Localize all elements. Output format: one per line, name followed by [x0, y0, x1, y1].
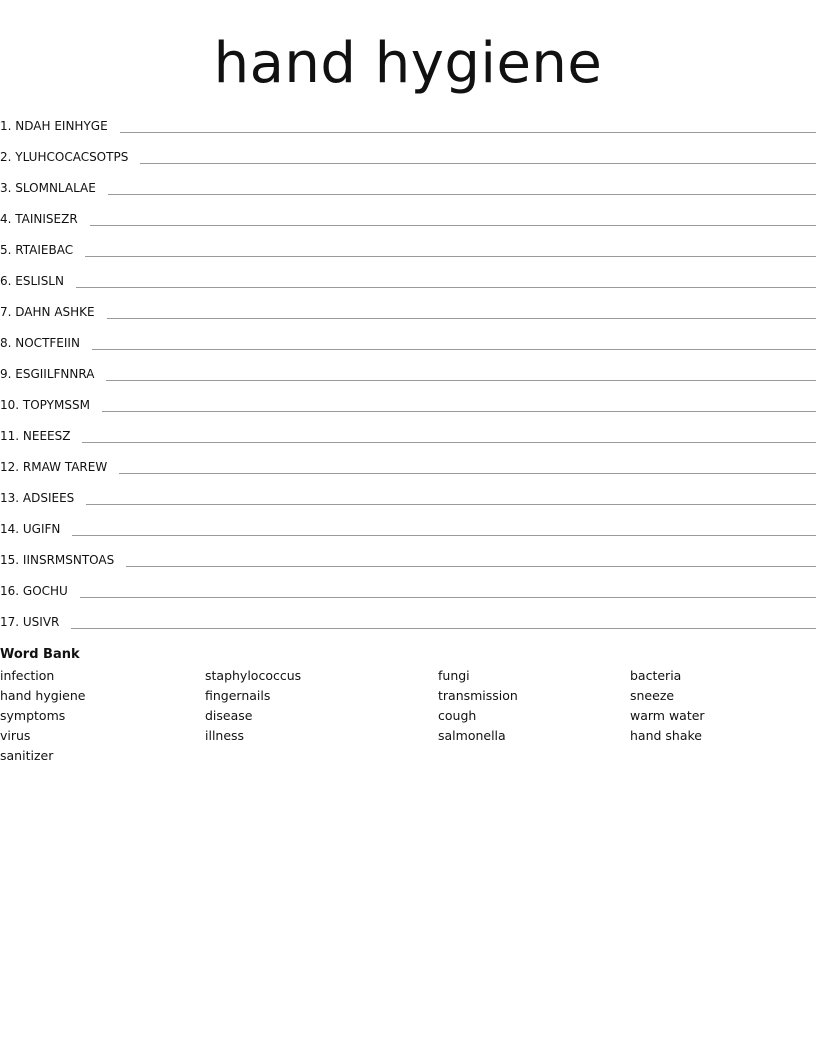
scramble-row — [0, 230, 816, 261]
word-bank — [0, 646, 816, 766]
scrambled-word: 11. NEEESZ — [0, 429, 71, 443]
scramble-row — [0, 385, 816, 416]
scrambled-word: 10. TOPYMSSM — [0, 398, 90, 412]
scramble-row — [0, 354, 816, 385]
scramble-row — [0, 106, 816, 137]
answer-field[interactable] — [107, 317, 816, 319]
word-bank-item: warm water — [630, 708, 705, 723]
scramble-row — [0, 509, 816, 540]
word-bank-item: fungi — [438, 668, 470, 683]
scramble-row — [0, 168, 816, 199]
word-bank-item: sneeze — [630, 688, 675, 703]
answer-field[interactable] — [120, 131, 816, 133]
answer-field[interactable] — [106, 379, 816, 381]
word-bank-item: disease — [205, 708, 253, 723]
word-bank-item: bacteria — [630, 668, 682, 683]
word-bank-title: Word Bank — [0, 647, 80, 662]
scramble-row — [0, 571, 816, 602]
scrambled-word: 8. NOCTFEIIN — [0, 336, 80, 350]
scrambled-word: 4. TAINISEZR — [0, 212, 78, 226]
scrambled-word: 1. NDAH EINHYGE — [0, 119, 108, 133]
scrambled-word: 13. ADSIEES — [0, 491, 75, 505]
word-bank-grid — [0, 666, 816, 766]
word-bank-item: hand hygiene — [0, 688, 86, 703]
answer-field[interactable] — [80, 596, 816, 598]
word-bank-item: staphylococcus — [205, 668, 302, 683]
scramble-row — [0, 323, 816, 354]
scrambled-word: 16. GOCHU — [0, 584, 68, 598]
scrambled-word: 17. USIVR — [0, 615, 60, 629]
word-bank-item: symptoms — [0, 708, 66, 723]
answer-field[interactable] — [92, 348, 816, 350]
answer-field[interactable] — [140, 162, 816, 164]
word-bank-item: cough — [438, 708, 477, 723]
word-bank-item: hand shake — [630, 728, 702, 743]
scrambled-word: 6. ESLISLN — [0, 274, 64, 288]
scrambled-word: 2. YLUHCOCACSOTPS — [0, 150, 129, 164]
scrambled-word: 14. UGIFN — [0, 522, 61, 536]
word-bank-item: transmission — [438, 688, 518, 703]
scramble-row — [0, 292, 816, 323]
scramble-row — [0, 261, 816, 292]
answer-field[interactable] — [82, 441, 816, 443]
answer-field[interactable] — [119, 472, 816, 474]
word-bank-item: fingernails — [205, 688, 271, 703]
word-bank-item: sanitizer — [0, 748, 54, 763]
scramble-row — [0, 447, 816, 478]
scramble-row — [0, 416, 816, 447]
scrambled-word: 12. RMAW TAREW — [0, 460, 108, 474]
scramble-row — [0, 478, 816, 509]
scramble-list — [0, 106, 816, 633]
scrambled-word: 7. DAHN ASHKE — [0, 305, 95, 319]
answer-field[interactable] — [71, 627, 816, 629]
page-title: hand hygiene — [213, 31, 603, 96]
word-bank-item: infection — [0, 668, 55, 683]
word-bank-item: virus — [0, 728, 31, 743]
answer-field[interactable] — [90, 224, 816, 226]
scrambled-word: 15. IINSRMSNTOAS — [0, 553, 115, 567]
answer-field[interactable] — [85, 255, 816, 257]
answer-field[interactable] — [126, 565, 816, 567]
scrambled-word: 3. SLOMNLALAE — [0, 181, 96, 195]
word-bank-item: salmonella — [438, 728, 506, 743]
answer-field[interactable] — [76, 286, 816, 288]
scramble-row — [0, 602, 816, 633]
scramble-row — [0, 199, 816, 230]
answer-field[interactable] — [102, 410, 816, 412]
scramble-row — [0, 137, 816, 168]
answer-field[interactable] — [72, 534, 816, 536]
scramble-row — [0, 540, 816, 571]
word-bank-item: illness — [205, 728, 245, 743]
answer-field[interactable] — [86, 503, 816, 505]
answer-field[interactable] — [108, 193, 816, 195]
scrambled-word: 9. ESGIILFNNRA — [0, 367, 95, 381]
scrambled-word: 5. RTAIEBAC — [0, 243, 74, 257]
